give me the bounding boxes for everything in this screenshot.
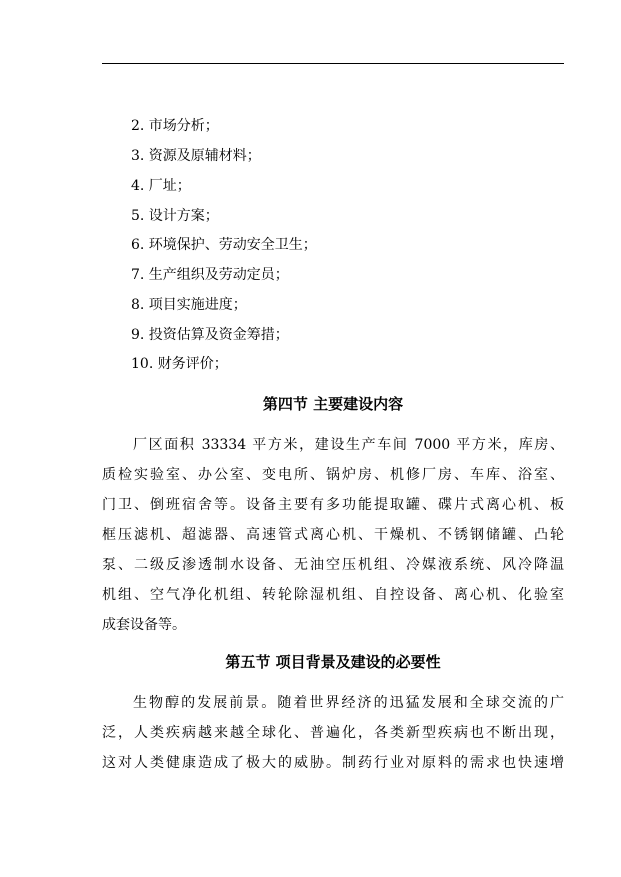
paragraph-line: 厂区面积 33334 平方米，建设生产车间 7000 平方米，库房、 bbox=[133, 437, 564, 453]
paragraph-line: 质检实验室、办公室、变电所、锅炉房、机修厂房、车库、浴室、 bbox=[102, 467, 564, 483]
list-item-5: 5. 设计方案； bbox=[131, 208, 219, 224]
list-item-8: 8. 项目实施进度； bbox=[131, 297, 247, 313]
list-item-9: 9. 投资估算及资金筹措； bbox=[131, 327, 289, 343]
paragraph-line: 成套设备等。 bbox=[102, 617, 186, 633]
list-item-6: 6. 环境保护、劳动安全卫生； bbox=[131, 237, 317, 253]
paragraph-line: 门卫、倒班宿舍等。设备主要有多功能提取罐、碟片式离心机、板 bbox=[102, 497, 564, 513]
paragraph-line: 泛，人类疾病越来越全球化、普遍化，各类新型疾病也不断出现， bbox=[102, 725, 564, 741]
list-item-10: 10. 财务评价； bbox=[131, 356, 228, 372]
paragraph-line: 框压滤机、超滤器、高速管式离心机、干燥机、不锈钢储罐、凸轮 bbox=[102, 527, 564, 543]
section-5-heading: 第五节 项目背景及建设的必要性 bbox=[225, 653, 441, 671]
section-4-paragraph bbox=[102, 430, 564, 640]
paragraph-line: 机组、空气净化机组、转轮除湿机组、自控设备、离心机、化验室 bbox=[102, 587, 564, 603]
section-4-heading: 第四节 主要建设内容 bbox=[262, 395, 404, 413]
section-5-paragraph bbox=[102, 688, 564, 778]
list-item-3: 3. 资源及原辅材料； bbox=[131, 148, 261, 164]
paragraph-line: 这对人类健康造成了极大的威胁。制药行业对原料的需求也快速增 bbox=[102, 755, 564, 771]
paragraph-line: 泵、二级反渗透制水设备、无油空压机组、冷媒液系统、风冷降温 bbox=[102, 557, 564, 573]
paragraph-line: 生物醇的发展前景。随着世界经济的迅猛发展和全球交流的广 bbox=[133, 695, 564, 711]
list-item-7: 7. 生产组织及劳动定员； bbox=[131, 267, 289, 283]
list-item-2: 2. 市场分析； bbox=[131, 118, 219, 134]
header-rule bbox=[102, 63, 564, 64]
list-item-4: 4. 厂址； bbox=[131, 178, 191, 194]
